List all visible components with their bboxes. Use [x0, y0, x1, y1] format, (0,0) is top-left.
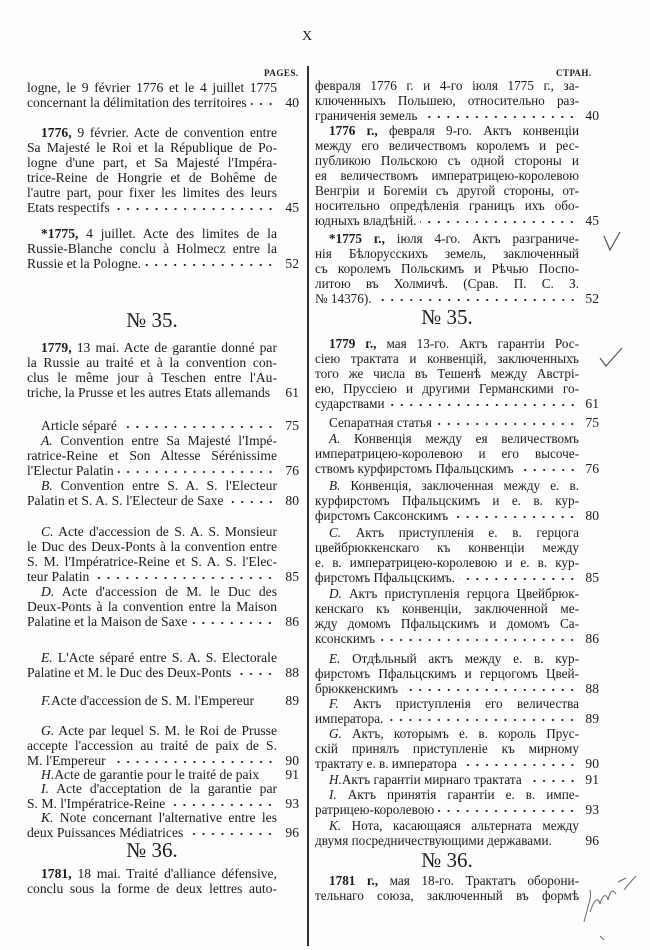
- page-number: 80: [285, 492, 299, 508]
- entry-text: Acte d'accession de M. le Duc des: [61, 583, 277, 599]
- entry-letter: H.: [41, 766, 55, 782]
- entry-text: Венгріи и Богеміи съ другой стороны, от-: [315, 182, 579, 198]
- entry-text: Acte de garantie pour le traité de paix: [54, 766, 260, 782]
- entry-text: Russie et la Pologne.: [27, 255, 142, 271]
- entry-text: Конвенція, заключенная между е. в.: [350, 477, 580, 493]
- entry-text: февраля 9-го. Актъ конвенціи: [388, 122, 579, 138]
- page-number: 52: [585, 290, 599, 306]
- entry-text: ею, Пруссіею и другими Германскими го-: [315, 380, 579, 396]
- entry-letter: A.: [329, 430, 341, 446]
- entry-text: брюккенскимъ: [315, 680, 399, 696]
- entry-text: того же числа въ Тешенѣ между Австрі-: [315, 365, 579, 381]
- page-number: 75: [285, 417, 299, 433]
- entry-text: сударствами: [315, 395, 385, 411]
- page-number: 89: [585, 710, 599, 726]
- page-number: 40: [585, 107, 599, 123]
- entry-letter: H.: [329, 771, 342, 787]
- page-number: 80: [585, 507, 599, 523]
- section-heading: № 36.: [126, 838, 178, 862]
- page-number: 91: [285, 766, 299, 782]
- entry-text: Отдѣльный актъ между е. в. кур-: [352, 650, 580, 666]
- entry-text: triche, la Prusse et les autres Etats allemands: [27, 384, 271, 400]
- entry-text: trice-Reine de Hongrie et de Bohême de: [27, 169, 277, 185]
- entry-text: Convention entre S. A. S. l'Electeur: [60, 477, 277, 493]
- entry-text: 18 mai. Traité d'alliance défensive,: [77, 865, 277, 881]
- page-number: 96: [585, 832, 599, 848]
- entry-text: ствомъ курфирстомъ Пфальцскимъ: [315, 460, 514, 476]
- entry-text: граниченія земель: [315, 107, 418, 123]
- page-number: 40: [285, 94, 299, 110]
- entry-letter: K.: [329, 817, 342, 833]
- entry-letter: G.: [329, 725, 342, 741]
- page-number: 93: [285, 795, 299, 811]
- entry-text: февраля 1776 г. и 4-го іюля 1775 г., за-: [315, 77, 579, 93]
- entry-text: съ королемъ Польскимъ и Рѣчью Поспо-: [315, 260, 579, 276]
- page-number: 61: [285, 384, 299, 400]
- entry-text: Актъ, которымъ е. в. король Прус-: [352, 725, 579, 741]
- entry-text: S. M. l'Impératrice-Reine: [27, 795, 166, 811]
- entry-text: курфирстомъ Пфальцскимъ и е. в. кур-: [315, 492, 579, 508]
- entry-text: фирстомъ Саксонскимъ: [315, 507, 449, 523]
- entry-text: литою въ Холмичѣ. (Срав. П. С. З.: [315, 275, 579, 291]
- entry-text: la Russie au traité et à la convention con-: [27, 354, 277, 370]
- entry-letter: K.: [41, 809, 54, 825]
- entry-text: Sa Majesté le Roi et la République de Po-: [27, 139, 277, 155]
- entry-letter: D.: [41, 583, 55, 599]
- section-heading: № 36.: [421, 848, 473, 872]
- page-folio: X: [301, 29, 313, 44]
- entry-letter: B.: [41, 477, 53, 493]
- entry-text: императора.: [315, 710, 384, 726]
- checkmark-icon: [604, 232, 620, 250]
- entry-text: logne d'une part, et Sa Majesté l'Impéra-: [27, 154, 277, 170]
- entry-text: S. M. l'Impératrice-Reine et S. A. S. l'Elec-: [27, 553, 277, 569]
- entry-letter: F.: [41, 692, 51, 708]
- entry-letter: B.: [329, 477, 341, 493]
- page-number: 90: [585, 755, 599, 771]
- page-number: 88: [585, 680, 599, 696]
- page-number: 96: [285, 824, 299, 840]
- entry-text: Palatin et S. A. S. l'Electeur de Saxe: [27, 492, 224, 508]
- entry-text: clus le même jour à Teschen entre l'Au-: [27, 369, 277, 385]
- entry-text: l'Electur Palatin: [27, 462, 114, 478]
- entry-text: Актъ приступленія е. в. герцога: [355, 524, 579, 540]
- entry-text: concernant la délimitation des territoires: [27, 94, 247, 110]
- entry-text: носительно опредѣленія границъ ихъ обо-: [315, 197, 579, 213]
- entry-letter: I.: [41, 780, 49, 796]
- entry-text: скій принялъ приступленіе къ мирному: [315, 740, 579, 756]
- entry-text: фирстомъ Пфальцскимъ.: [315, 569, 455, 585]
- entry-text: Deux-Ponts à la convention entre la Maison: [27, 598, 277, 614]
- entry-text: Нота, касающаяся альтерната между: [351, 817, 579, 833]
- page-number: 88: [285, 664, 299, 680]
- entry-text: тельнаго союза, заключенный въ формѣ: [315, 887, 579, 903]
- page-number: 89: [285, 692, 299, 708]
- page-number: 76: [285, 462, 299, 478]
- entry-text: conclu sous la forme de deux lettres auto-: [27, 880, 277, 896]
- page-number: 76: [585, 460, 599, 476]
- entry-letter: I.: [329, 786, 337, 802]
- entry-text: accepte l'accession au traité de paix de S.: [27, 737, 277, 753]
- entry-text: сіею трактата и конвенцій, заключенныхъ: [315, 350, 579, 366]
- entry-text: Актъ приступленія герцога Цвейбрюк-: [349, 585, 579, 601]
- entry-text: юдныхъ владѣній.: [315, 212, 417, 228]
- entry-text: жду домомъ Пфальцскимъ и домомъ Са-: [315, 615, 579, 631]
- entry-date: 1781 г.,: [329, 872, 379, 888]
- page-number: 91: [585, 771, 599, 787]
- page-number: 85: [585, 569, 599, 585]
- handwritten-scribble-icon: [584, 876, 636, 940]
- entry-letter: G.: [41, 722, 55, 738]
- checkmark-icon: [600, 348, 622, 366]
- entry-text: deux Puissances Médiatrices: [27, 824, 184, 840]
- entry-text: 13 mai. Acte de garantie donné par: [76, 339, 277, 355]
- entry-text: императрицею-королевою и его высоче-: [315, 445, 579, 461]
- entry-text: Article séparé: [41, 417, 117, 433]
- page-number: 86: [285, 613, 299, 629]
- page-number: 45: [585, 212, 599, 228]
- entry-letter: D.: [329, 585, 342, 601]
- entry-text: Russie-Blanche conclu à Holmecz entre la: [27, 240, 277, 256]
- entry-text: Acte par lequel S. M. le Roi de Prusse: [58, 722, 277, 738]
- column-header-pages: PAGES.: [264, 68, 299, 78]
- entry-text: Etats respectifs: [27, 199, 110, 215]
- entry-text: Конвенція между ея величествомъ: [354, 430, 579, 446]
- entry-text: ксонскимъ: [315, 630, 376, 646]
- entry-date: *1775,: [41, 225, 79, 241]
- entry-text: іюля 4-го. Актъ разграниче-: [396, 230, 579, 246]
- entry-text: Актъ приступленія его величества: [353, 695, 579, 711]
- entry-text: между его величествомъ королемъ и рес-: [315, 137, 579, 153]
- entry-text: трактату е. в. императора: [315, 755, 457, 771]
- entry-text: мая 18-го. Трактатъ оборони-: [389, 872, 579, 888]
- entry-text: е. в. императрицею-королевою и е. в. кур-: [315, 554, 579, 570]
- entry-date: *1775 г.,: [329, 230, 385, 246]
- entry-text: ключенныхъ Польшею, относительно раз-: [315, 92, 579, 108]
- entry-text: Acte d'accession de S. M. l'Empereur: [50, 692, 255, 708]
- entry-text: Palatine et M. le Duc des Deux-Ponts: [27, 664, 232, 680]
- entry-letter: E.: [41, 649, 53, 665]
- entry-text: Acte d'acceptation de la garantie par: [56, 780, 277, 796]
- column-header-stran: СТРАН.: [556, 68, 592, 78]
- entry-text: № 14376).: [315, 290, 372, 306]
- entry-letter: A.: [41, 432, 53, 448]
- entry-text: M. l'Empereur: [27, 752, 106, 768]
- entry-date: 1779 г.,: [329, 335, 377, 351]
- page-number: 45: [285, 199, 299, 215]
- entry-text: Acte d'accession de S. A. S. Monsieur: [58, 523, 278, 539]
- entry-text: нія Бѣлорусскихъ земель, заключенный: [315, 245, 579, 261]
- section-heading: № 35.: [421, 305, 473, 329]
- entry-text: l'autre part, pour fixer les limites des leurs: [27, 184, 277, 200]
- entry-letter: C.: [41, 523, 54, 539]
- entry-text: кенскаго къ конвенціи, заключенной ме-: [315, 600, 579, 616]
- entry-text: 4 juillet. Acte des limites de la: [86, 225, 277, 241]
- entry-text: le Duc des Deux-Ponts à la convention entre: [27, 538, 277, 554]
- entry-text: ея величествомъ императрицею-королевою: [315, 167, 579, 183]
- entry-text: Palatine et la Maison de Saxe: [27, 613, 188, 629]
- entry-text: logne, le 9 février 1776 et le 4 juillet 1775: [27, 79, 277, 95]
- entry-date: 1776 г.,: [329, 122, 378, 138]
- entry-text: Актъ принятія гарантіи е. в. импе-: [347, 786, 579, 802]
- page-number: 75: [585, 414, 599, 430]
- entry-letter: C.: [329, 524, 342, 540]
- entry-text: ратрицею-королевою: [315, 801, 435, 817]
- entry-text: Актъ гарантіи мирнаго трактата: [341, 771, 522, 787]
- entry-text: ratrice-Reine et Son Altesse Sérénissime: [27, 447, 277, 463]
- entry-date: 1781,: [41, 865, 72, 881]
- entry-text: публикою Польскою съ одной стороны и: [315, 152, 579, 168]
- entry-text: L'Acte séparé entre S. A. S. Electorale: [57, 649, 277, 665]
- entry-letter: E.: [329, 650, 341, 666]
- entry-text: двумя посредничествующими державами.: [315, 832, 552, 848]
- entry-text: 9 février. Acte de convention entre: [77, 124, 278, 140]
- entry-text: teur Palatin: [27, 568, 90, 584]
- page-number: 61: [585, 395, 599, 411]
- page-number: 52: [285, 255, 299, 271]
- entry-text: мая 13-го. Актъ гарантіи Рос-: [386, 335, 580, 351]
- entry-letter: F.: [329, 695, 339, 711]
- page-number: 85: [285, 568, 299, 584]
- page-number: 93: [585, 801, 599, 817]
- entry-text: фирстомъ Пфальцскимъ и герцогомъ Цвей-: [315, 665, 579, 681]
- entry-date: 1779,: [41, 339, 72, 355]
- section-heading: № 35.: [126, 308, 178, 332]
- entry-text: цвейбрюккенскаго къ конвенціи между: [315, 539, 579, 555]
- entry-text: Note concernant l'alternative entre les: [59, 809, 277, 825]
- page-number: 86: [585, 630, 599, 646]
- entry-text: Convention entre Sa Majesté l'Impé-: [60, 432, 277, 448]
- entry-text: Сепаратная статья: [329, 414, 432, 430]
- entry-date: 1776,: [41, 124, 72, 140]
- page-number: 90: [285, 752, 299, 768]
